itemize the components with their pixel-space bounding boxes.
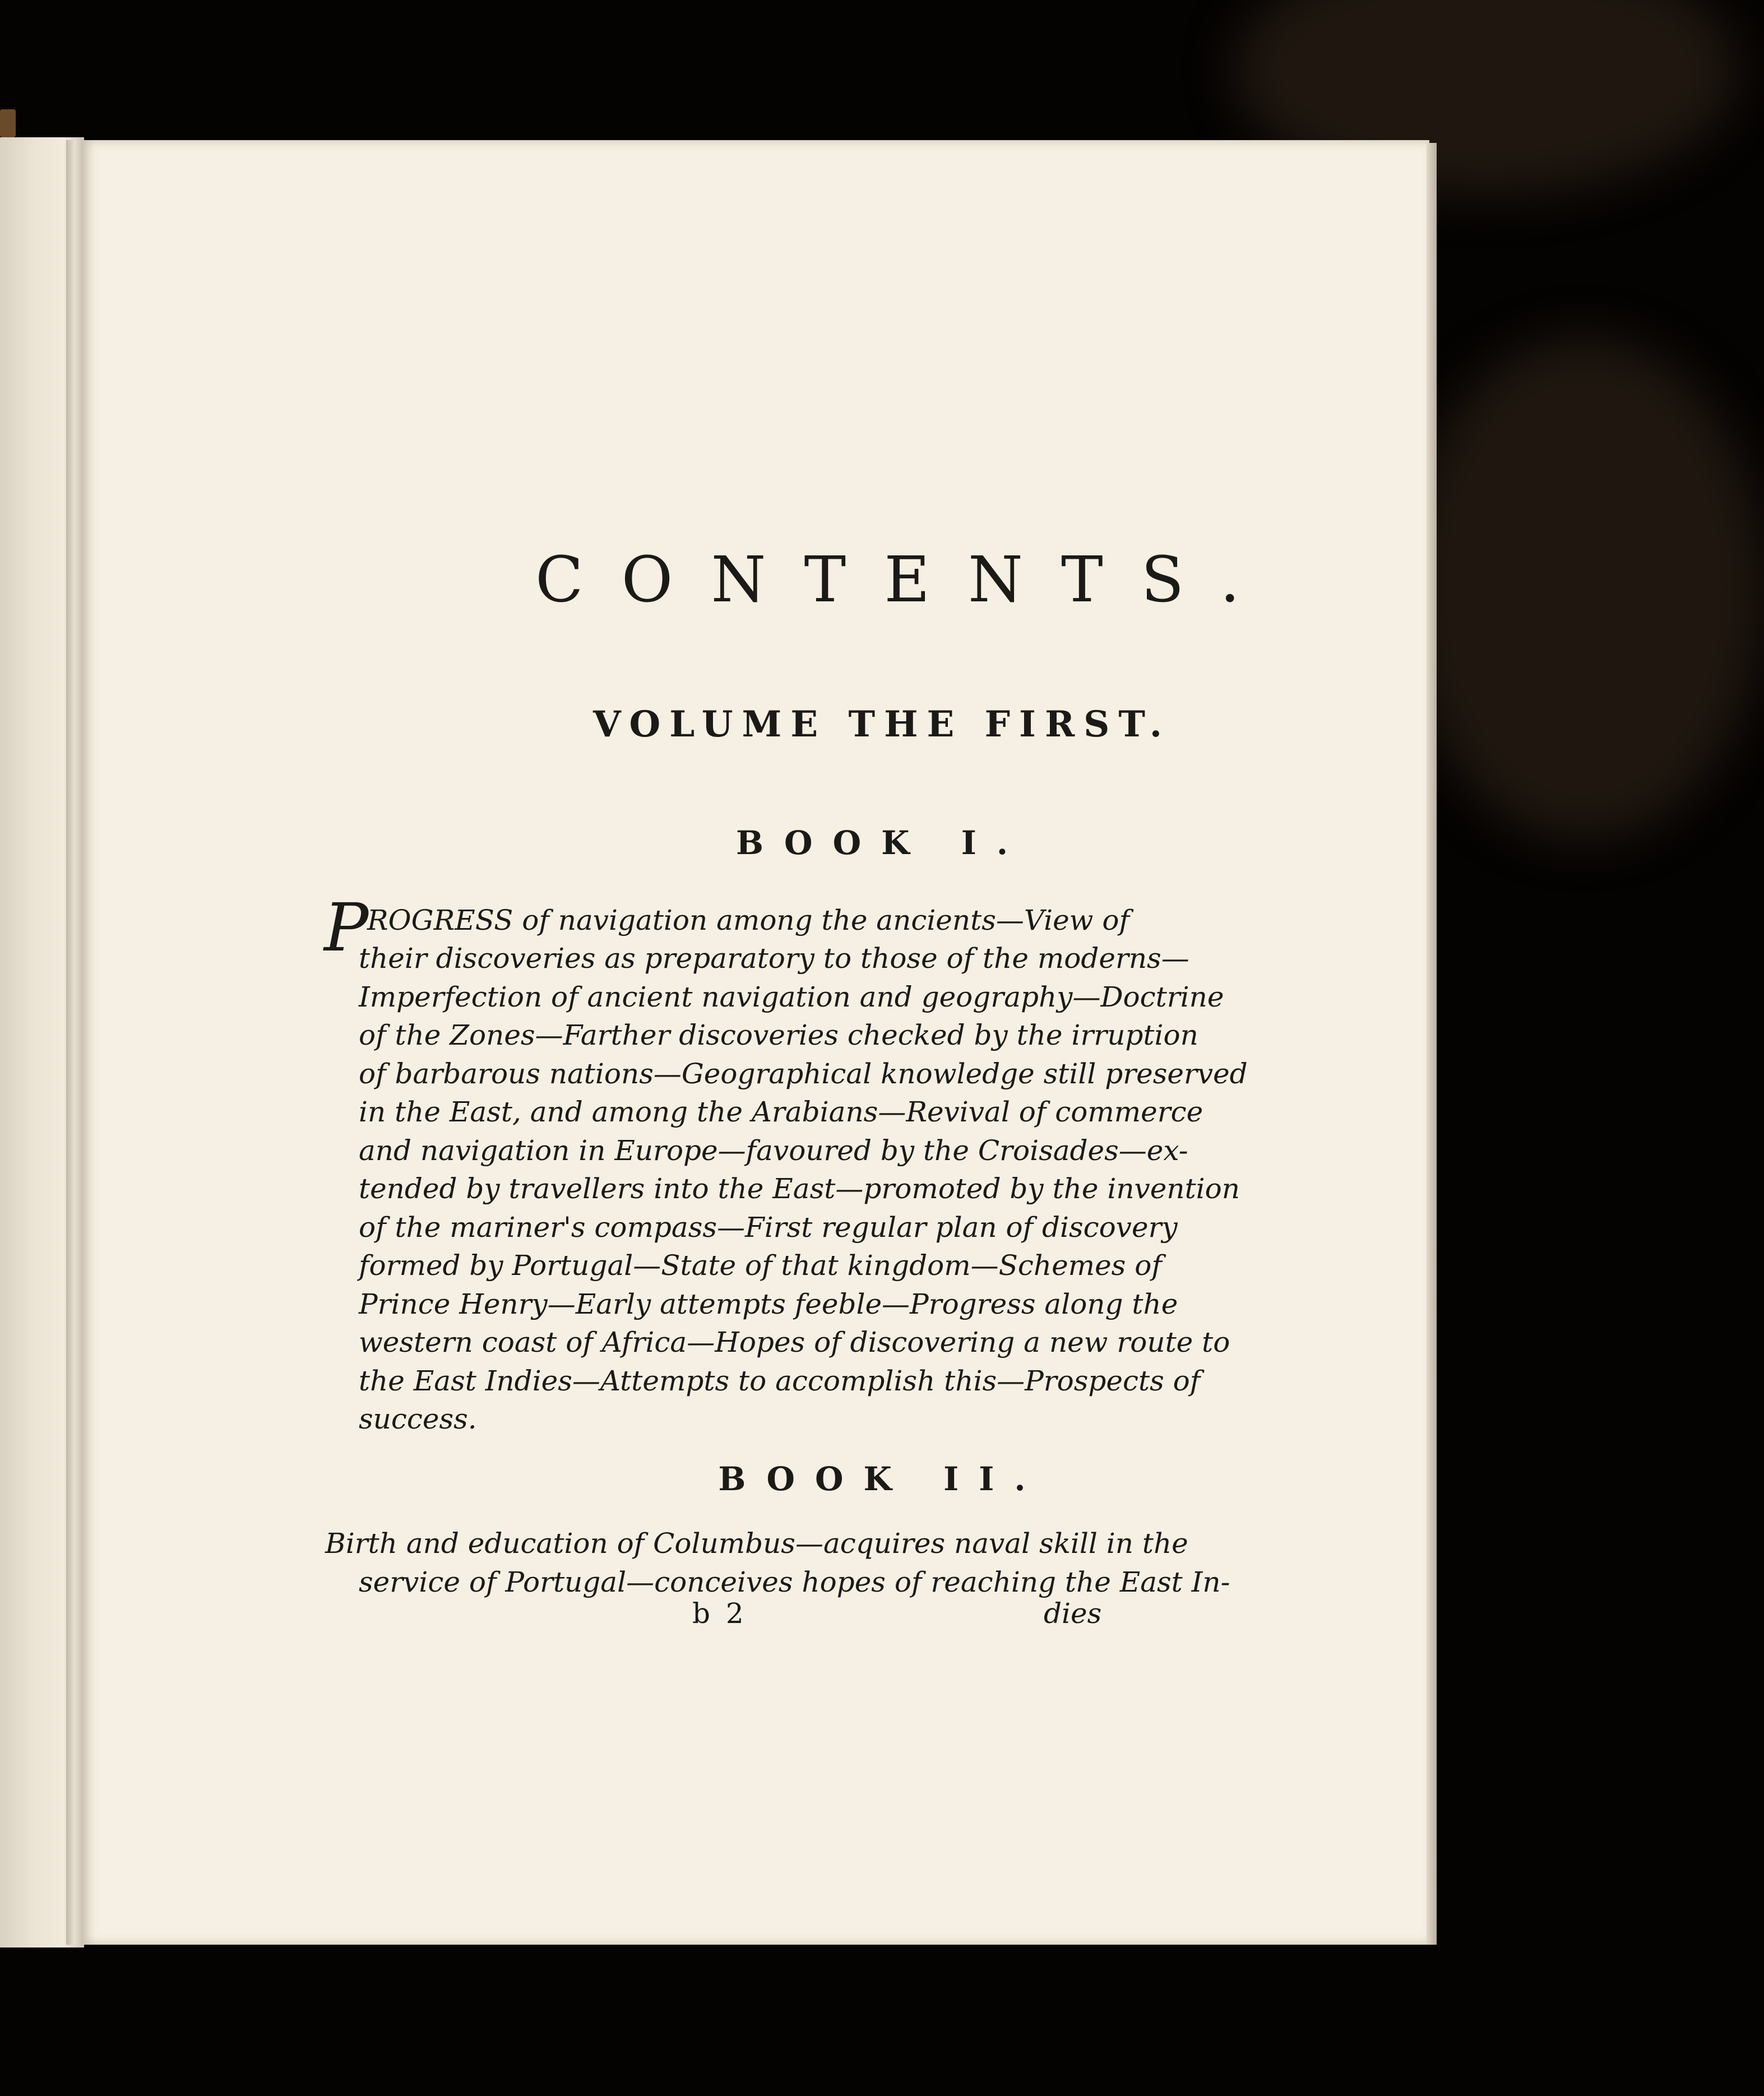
- text-line: in the East, and among the Arabians—Revival of commerce: [359, 1096, 1203, 1128]
- binding-cord: [0, 109, 16, 137]
- catchword: dies: [1044, 1597, 1102, 1630]
- text-line: Imperfection of ancient navigation and geography—Doctrine: [359, 980, 1224, 1013]
- text-line: tended by travellers into the East—promoted by the invention: [359, 1172, 1240, 1205]
- book-2-heading: BOOK II.: [718, 1460, 1046, 1498]
- drop-initial: P: [324, 889, 369, 966]
- text-line: formed by Portugal—State of that kingdom—Schemes of: [359, 1249, 1162, 1282]
- page-gutter: [66, 140, 83, 1945]
- text-line: of barbarous nations—Geographical knowledge still preserved: [359, 1057, 1248, 1090]
- page-right-edge: [1427, 143, 1437, 1945]
- text-line: and navigation in Europe—favoured by the Croisades—ex-: [359, 1134, 1188, 1167]
- text-line: success.: [359, 1403, 477, 1435]
- volume-heading: VOLUME THE FIRST.: [592, 703, 1172, 745]
- text-line: their discoveries as preparatory to those of the moderns—: [359, 942, 1189, 975]
- book-1-first-line: ROGRESS of navigation among the ancients—View of: [367, 904, 1129, 936]
- book-1-heading: BOOK I.: [735, 824, 1029, 862]
- text-line: Birth and education of Columbus—acquires naval skill in the: [325, 1527, 1188, 1560]
- book-2-summary: [325, 1524, 1230, 1601]
- page-title: CONTENTS.: [535, 544, 1278, 616]
- text-line: the East Indies—Attempts to accomplish this—Prospects of: [359, 1364, 1201, 1397]
- text-line: western coast of Africa—Hopes of discovering a new route to: [359, 1326, 1230, 1358]
- signature-mark: b 2: [692, 1597, 747, 1630]
- text-line: service of Portugal—conceives hopes of reaching the East In-: [359, 1565, 1230, 1598]
- text-line: Prince Henry—Early attempts feeble—Progress along the: [359, 1287, 1178, 1320]
- text-line: of the mariner's compass—First regular plan of discovery: [359, 1211, 1178, 1244]
- book-1-summary: [359, 939, 1248, 1439]
- text-line: of the Zones—Farther discoveries checked by the irruption: [359, 1019, 1198, 1051]
